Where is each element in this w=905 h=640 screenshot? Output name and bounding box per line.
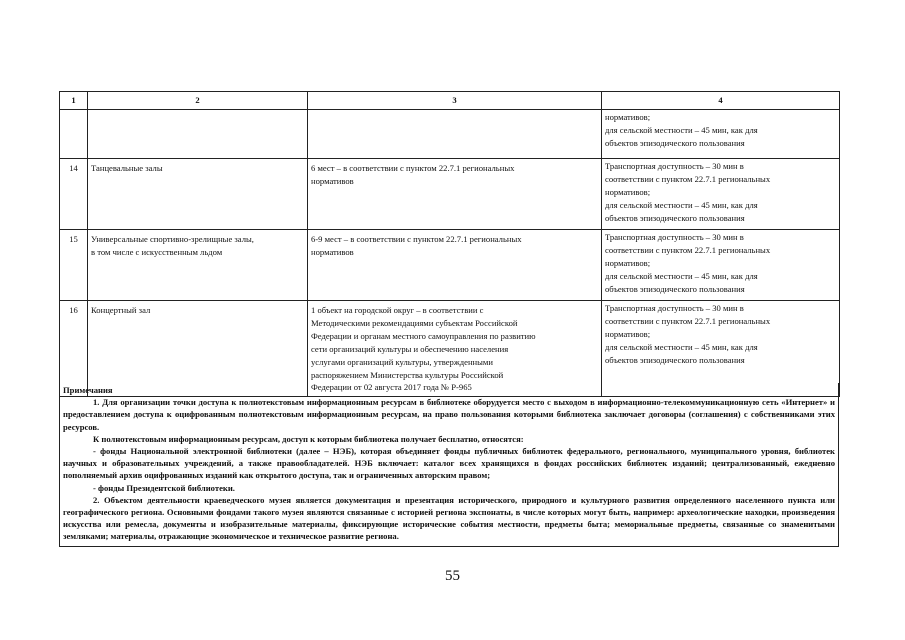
table-row-continuation [60,110,840,159]
continuation-num-cell [60,110,88,159]
note-paragraph: 2. Объектом деятельности краеведческого музея является документация и презентация исторического, природного и культурного развития определенного населенного пункта или географического региона. Основными фондами такого музея являются связанные с историей региона экспонаты, в числе которых могут быть, например: археологические находки, произведения искусства или ремесла, документы и изобразительные материалы, фиксирующие исторические события местности, предметы быта; мемориальные предметы, связанные со знаменитыми земляками; материалы, отражающие экономическое и техническое развитие региона. [63,494,835,542]
cell-line: Универсальные спортивно-зрелищные залы, [91,234,254,244]
cell-line: объектов эпизодического пользования [605,354,745,365]
cell-line: для сельской местности – 45 мин, как для [605,199,758,210]
row-number: 16 [60,301,88,397]
note-paragraph: 1. Для организации точки доступа к полнотекстовым информационным ресурсам в библиотеке оборудуется место с выходом в информационно-телекоммуникационную сеть «Интернет» и предоставлением доступа к оцифрованным полнотекстовым информационным ресурсам, на право пользования которыми библиотека заключает договоры (соглашения) с собственниками этих ресурсов. [63,397,835,432]
cell-line: для сельской местности – 45 мин, как для [605,270,758,281]
norm-cell [308,159,602,230]
cell-line: для сельской местности – 45 мин, как для [605,341,758,352]
cell-line: Транспортная доступность – 30 мин в [605,303,744,313]
norm-cell [308,230,602,301]
cell-line: Федерации и органам местного самоуправления по развитию [311,330,536,341]
table-row [60,159,840,230]
access-cell [602,230,840,301]
note-paragraph: - фонды Национальной электронной библиотеки (далее – НЭБ), которая объединяет фонды публичных библиотек федерального, регионального, муниципального уровня, библиотек научных и образовательных учреждений, а также правообладателей. НЭБ включает: каталог всех хранящихся в фондах российских библиотек изданий; централизованный, ежедневно пополняемый архив оцифрованных изданий как открытого доступа, так и ограниченных авторским правом; [63,446,835,481]
cell-line: объектов эпизодического пользования [605,137,745,148]
cell-line: соответствии с пунктом 22.7.1 региональных [605,173,771,184]
continuation-access-cell [602,110,840,159]
header-col-2: 2 [88,92,308,110]
note-paragraph: К полнотекстовым информационным ресурсам, доступ к которым библиотека получает бесплатно, относятся: [93,433,524,444]
cell-line: сети организаций культуры и обеспечению населения [311,343,509,354]
continuation-name-cell [88,110,308,159]
continuation-norm-cell [308,110,602,159]
access-cell [602,159,840,230]
cell-line: соответствии с пунктом 22.7.1 региональных [605,315,771,326]
cell-line: распоряжением Министерства культуры Российской [311,369,504,380]
cell-line: услугами организаций культуры, утвержденными [311,356,493,367]
note-paragraph: - фонды Президентской библиотеки. [93,482,235,493]
cell-line: Танцевальные залы [91,163,163,173]
cell-line: в том числе с искусственным льдом [91,246,223,257]
cell-line: объектов эпизодического пользования [605,212,745,223]
cell-line: для сельской местности – 45 мин, как для [605,124,758,135]
cell-line: нормативов; [605,328,651,339]
row-number: 14 [60,159,88,230]
cell-line: объектов эпизодического пользования [605,283,745,294]
notes-section [59,383,839,547]
cell-line: соответствии с пунктом 22.7.1 региональных [605,244,771,255]
cell-line: нормативов; [605,112,651,122]
object-name-cell [88,230,308,301]
cell-line: нормативов [311,246,354,257]
header-col-4: 4 [602,92,840,110]
table-header-row [60,92,840,110]
norms-table [59,91,840,397]
cell-line: Федерации от 02 августа 2017 года № Р-965 [311,382,472,393]
header-col-1: 1 [60,92,88,110]
notes-heading: Примечания [63,385,113,395]
header-col-3: 3 [308,92,602,110]
cell-line: Транспортная доступность – 30 мин в [605,232,744,242]
cell-line: нормативов [311,175,354,186]
cell-line: нормативов; [605,186,651,197]
page-number: 55 [445,568,460,584]
object-name-cell [88,159,308,230]
cell-line: Концертный зал [91,305,151,315]
cell-line: нормативов; [605,257,651,268]
cell-line: Транспортная доступность – 30 мин в [605,161,744,171]
table-row [60,230,840,301]
notes-box [59,383,839,547]
cell-line: 6-9 мест – в соответствии с пунктом 22.7.1 региональных [311,234,522,244]
cell-line: 1 объект на городской округ – в соответствии с [311,305,484,315]
cell-line: Методическими рекомендациями субъектам Российской [311,317,518,328]
cell-line: 6 мест – в соответствии с пунктом 22.7.1 региональных [311,163,515,173]
row-number: 15 [60,230,88,301]
